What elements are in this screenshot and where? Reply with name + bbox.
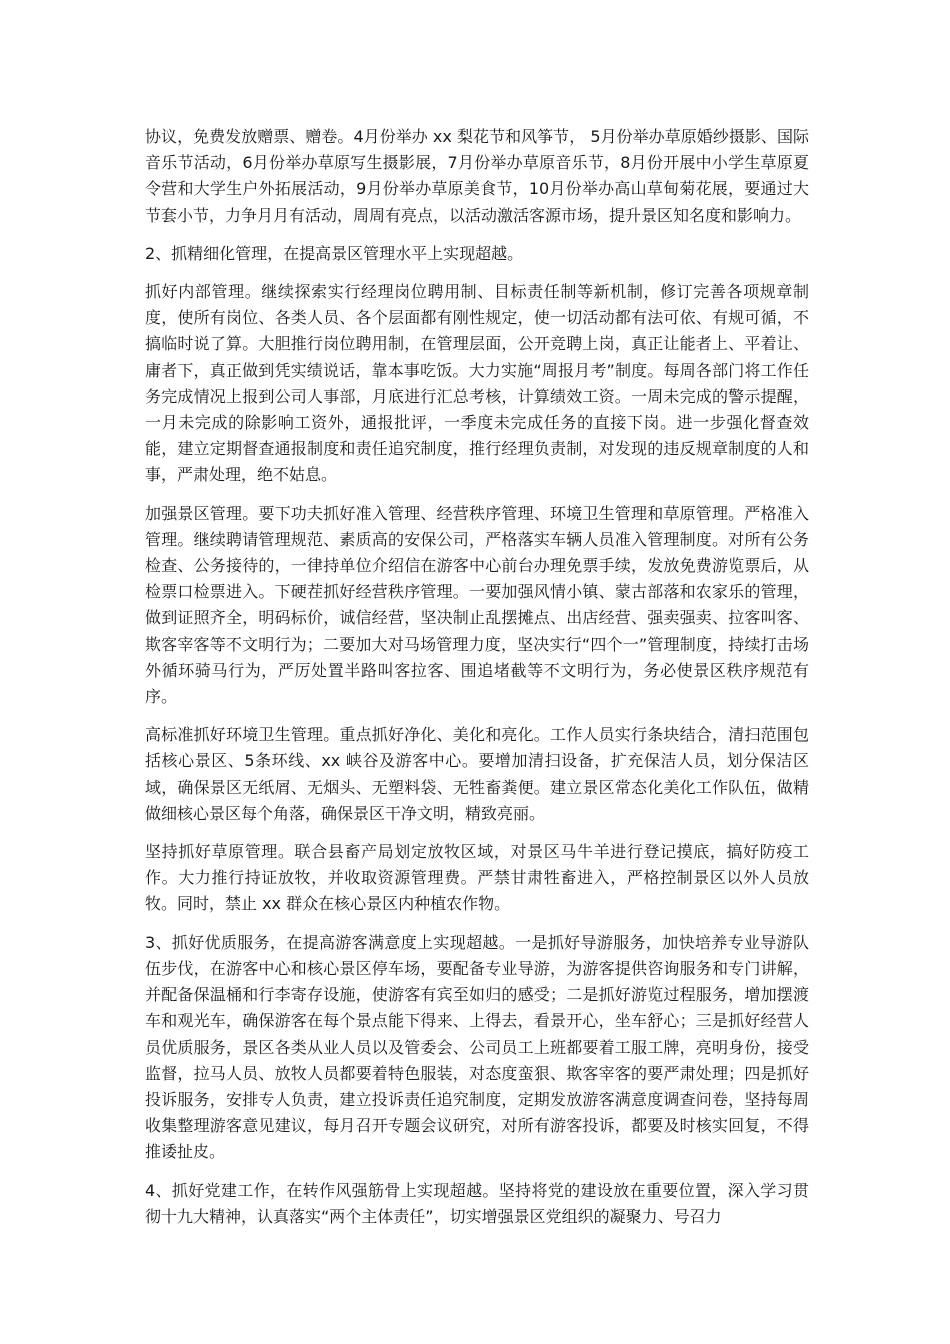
paragraph-grassland-management: 坚持抓好草原管理。联合县畜产局划定放牧区域，对景区马牛羊进行登记摸底，搞好防疫工作。大力推行持证放牧，并收取资源管理费。严禁甘肃牲畜进入，严格控制景区以外人员放牧。同时，禁止 xx 群众在核心景区内种植农作物。 <box>145 842 809 914</box>
paragraph-quality-service: 3、抓好优质服务，在提高游客满意度上实现超越。一是抓好导游服务，加快培养专业导游队伍步伐，在游客中心和核心景区停车场，要配备专业导游，为游客提供咨询服务和专门讲解，并配备保温桶和行李寄存设施，使游客有宾至如归的感受；二是抓好游览过程服务，增加摆渡车和观光车，确保游客在每个景点能下得来、上得去，看景开心，坐车舒心；三是抓好经营人员优质服务，景区各类从业人员以及管委会、公司员工上班都要着工服工牌，亮明身份，接受监督，拉马人员、放牧人员都要着特色服装，对态度蛮狠、欺客宰客的要严肃处理；四是抓好投诉服务，安排专人负责，建立投诉责任追究制度，定期发放游客满意度调查问卷，坚持每周收集整理游客意见建议，每月召开专题会议研究，对所有游客投诉，都要及时核实回复，不得推诿扯皮。 <box>145 932 809 1162</box>
paragraph-festival-plan: 协议，免费发放赠票、赠卷。4月份举办 xx 梨花节和风筝节， 5月份举办草原婚纱摄影、国际音乐节活动，6月份举办草原写生摄影展，7月份举办草原音乐节，8月份开展中小学生草原夏令营和大学生户外拓展活动，9月份举办草原美食节，10月份举办高山草甸菊花展，要通过大节套小节，力争月月有活动，周周有亮点，以活动激活客源市场，提升景区知名度和影响力。 <box>145 127 809 225</box>
document-page <box>145 124 809 1242</box>
paragraph-scenic-management: 加强景区管理。要下功夫抓好准入管理、经营秩序管理、环境卫生管理和草原管理。严格准入管理。继续聘请管理规范、素质高的安保公司，严格落实车辆人员准入管理制度。对所有公务检查、公务接待的，一律持单位介绍信在游客中心前台办理免票手续，发放免费游览票后，从检票口检票进入。下硬茬抓好经营秩序管理。一要加强风情小镇、蒙古部落和农家乐的管理，做到证照齐全，明码标价，诚信经营，坚决制止乱摆摊点、出店经营、强卖强卖、拉客叫客、欺客宰客等不文明行为；二要加大对马场管理力度，坚决实行“四个一”管理制度，持续打击场外循环骑马行为，严厉处置半路叫客拉客、围追堵截等不文明行为，务必使景区秩序规范有序。 <box>145 503 809 707</box>
paragraph-internal-management: 抓好内部管理。继续探索实行经理岗位聘用制、目标责任制等新机制，修订完善各项规章制度，使所有岗位、各类人员、各个层面都有刚性规定，使一切活动都有法可依、有规可循，不搞临时说了算。大胆推行岗位聘用制，在管理层面，公开竞聘上岗，真正让能者上、平着让、庸者下，真正做到凭实绩说话，靠本事吃饭。大力实施“周报月考”制度。每周各部门将工作任务完成情况上报到公司人事部，月底进行汇总考核，计算绩效工资。一周未完成的警示提醒，一月未完成的除影响工资外，通报批评，一季度未完成任务的直接下岗。进一步强化督查效能，建立定期督查通报制度和责任追究制度，推行经理负责制，对发现的违反规章制度的人和事，严肃处理，绝不姑息。 <box>145 282 809 485</box>
paragraph-party-building: 4、抓好党建工作，在转作风强筋骨上实现超越。坚持将党的建设放在重要位置，深入学习贯彻十九大精神，认真落实“两个主体责任”，切实增强景区党组织的凝聚力、号召力 <box>145 1180 809 1226</box>
heading-refined-management: 2、抓精细化管理，在提高景区管理水平上实现超越。 <box>145 243 524 263</box>
paragraph-sanitation-management: 高标准抓好环境卫生管理。重点抓好净化、美化和亮化。工作人员实行条块结合，清扫范围包括核心景区、5条环线、xx 峡谷及游客中心。要增加清扫设备，扩充保洁人员，划分保洁区域，确保景区无纸屑、无烟头、无塑料袋、无牲畜粪便。建立景区常态化美化工作队伍，做精做细核心景区每个角落，确保景区干净文明，精致亮丽。 <box>145 725 809 823</box>
